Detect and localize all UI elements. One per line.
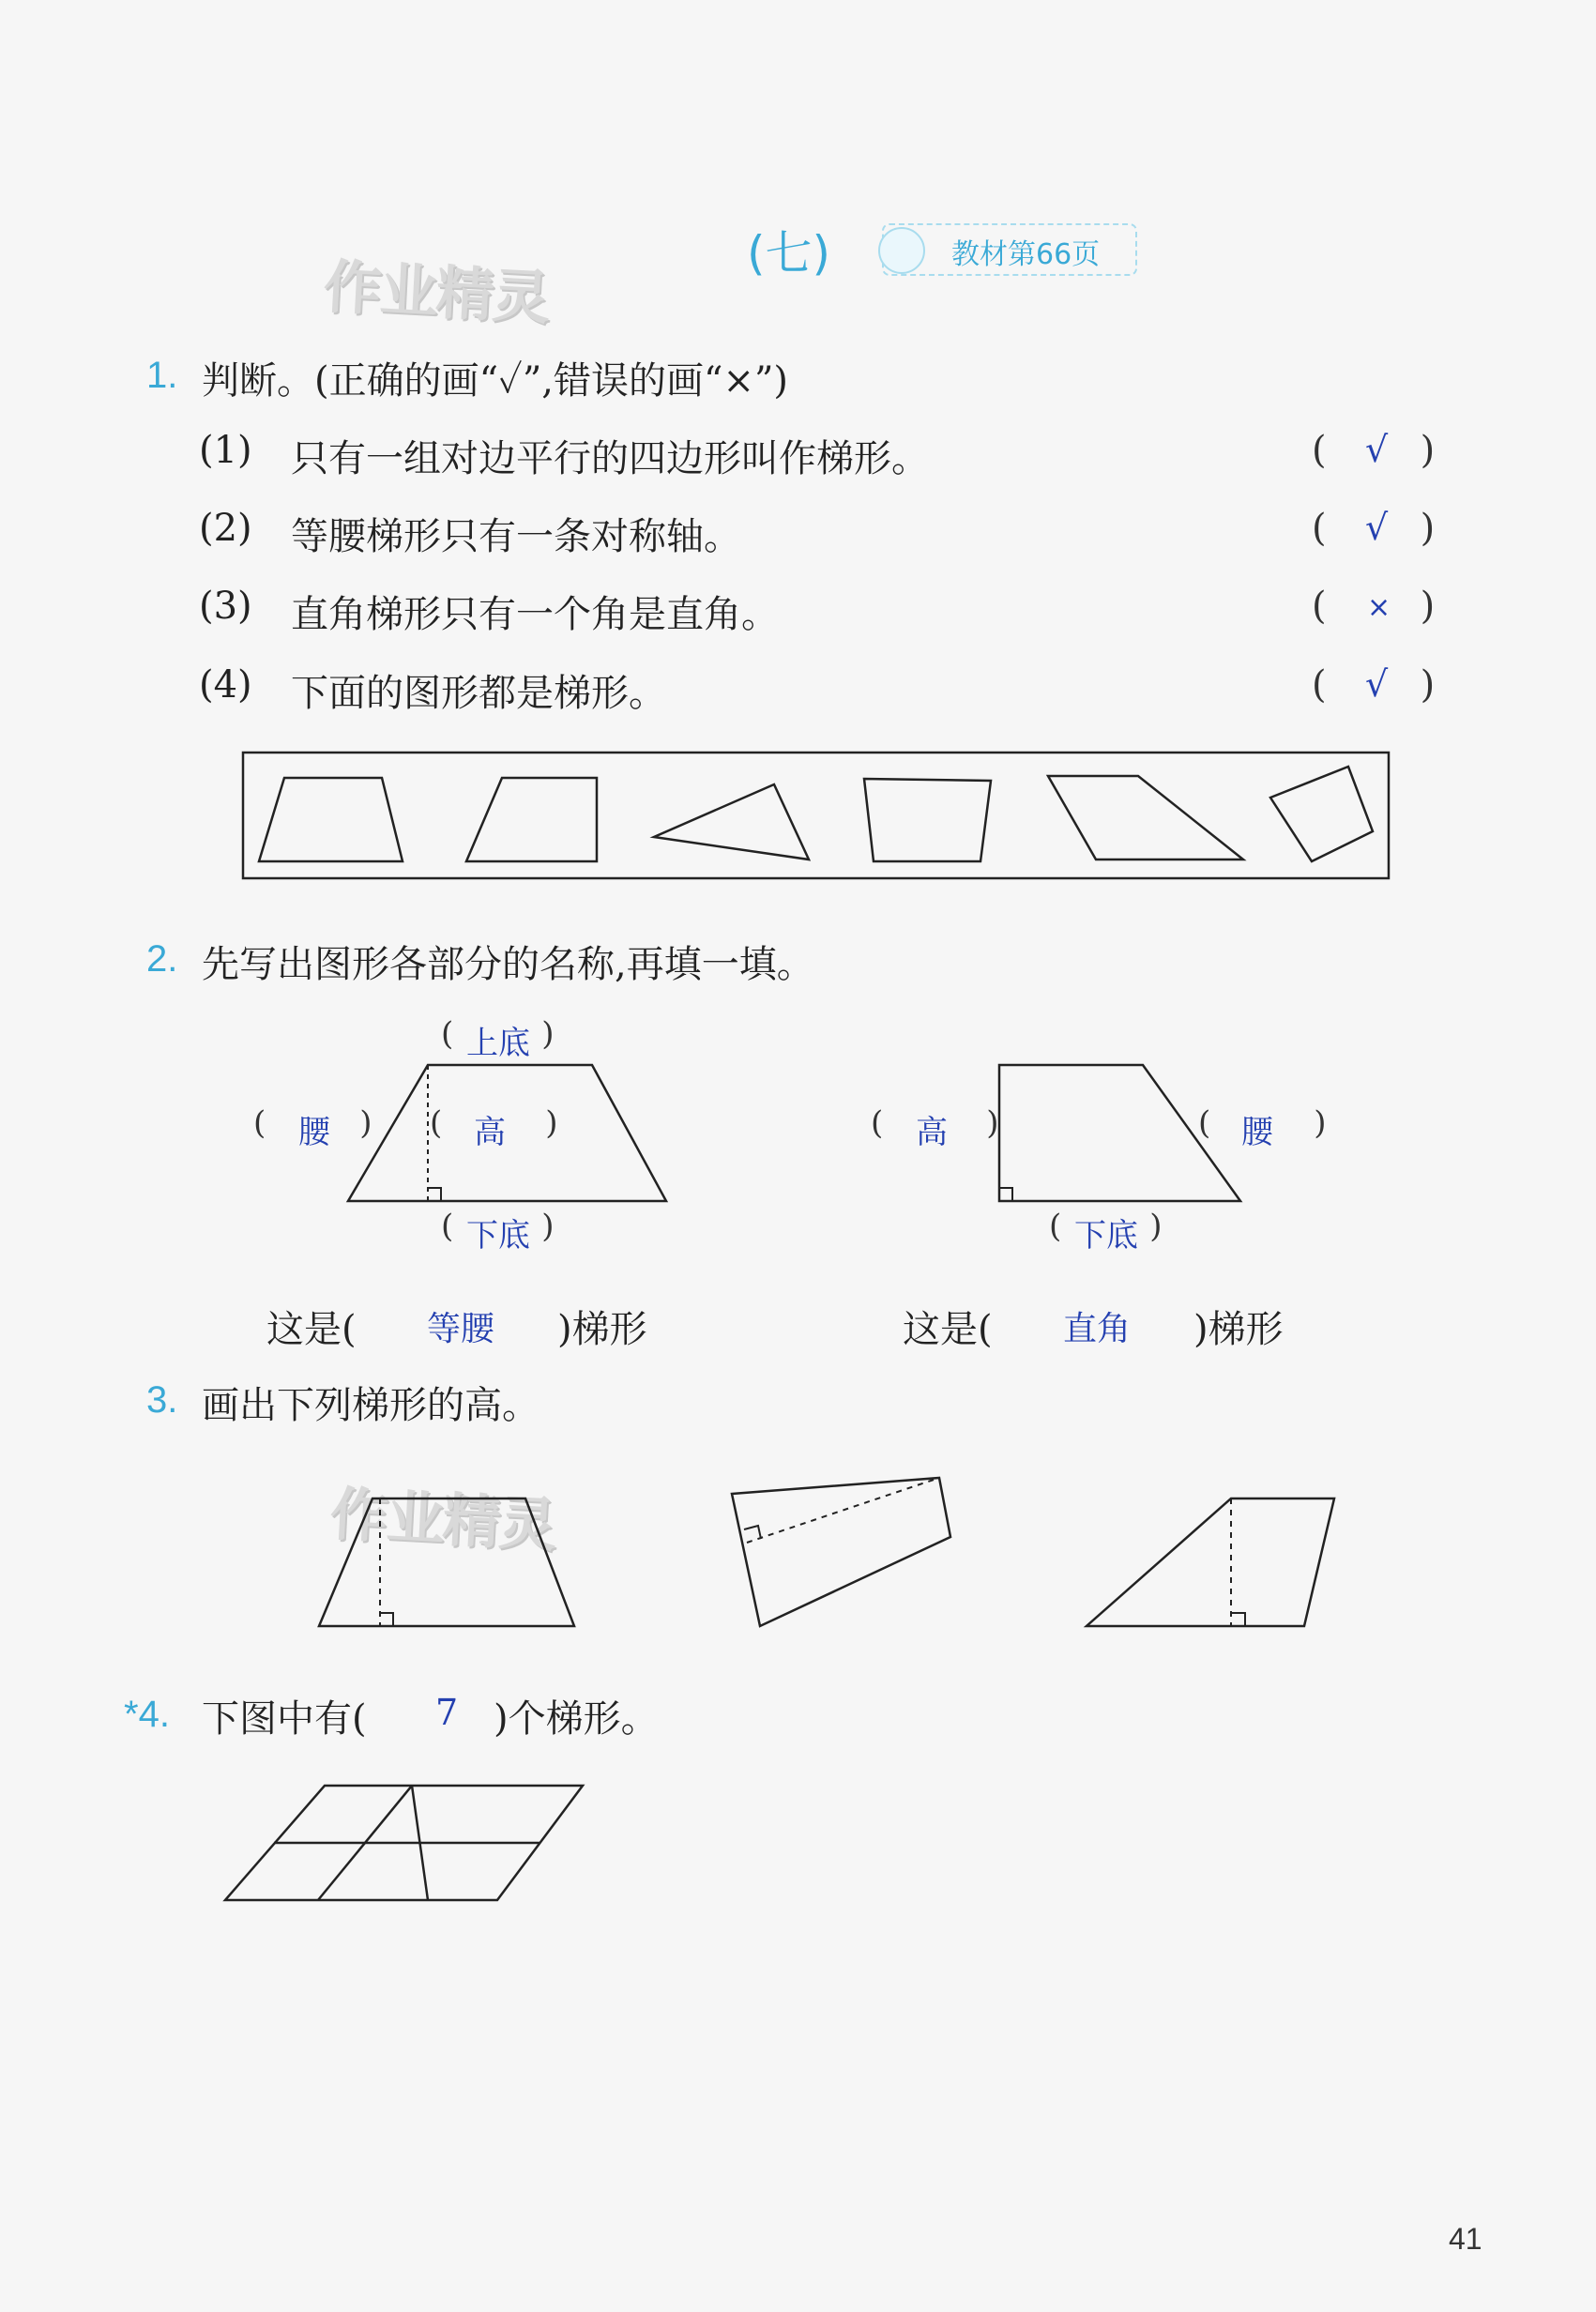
q2-answer-1: 等腰 [427,1310,495,1348]
fig2-height-label-box: ( ) [871,1104,999,1142]
q3-trapezoid-3 [1087,1498,1334,1626]
q2-fig1-right-angle [428,1188,441,1201]
q1-item-1-text: 只有一组对边平行的四边形叫作梯形。 [291,437,929,480]
q1-item-3-label: (3) [199,585,252,628]
fig2-bottom-label-box: ( ) [1049,1208,1163,1245]
q3-number: 3. [146,1379,178,1421]
fig1-height-label: 高 [474,1114,506,1151]
q4-answer: 7 [435,1692,459,1733]
q3-fig1-right-angle [380,1613,393,1626]
q1-item-2-answer: √ [1365,507,1389,548]
q3-fig2-height [747,1478,939,1543]
q4-prompt-after: )个梯形。 [494,1697,659,1741]
q2-answer-2: 直角 [1063,1310,1132,1348]
fig1-bottom-label: 下底 [466,1217,530,1255]
q2-sentence-1-suffix: )梯形 [557,1308,647,1351]
q1-shape-3 [654,784,809,859]
q3-fig3-right-angle [1231,1613,1245,1626]
reference-text: 教材第66页 [951,238,1101,271]
fig1-top-label: 上底 [466,1025,530,1062]
fig2-side-label-box: ( ) [1198,1104,1327,1142]
fig2-bottom-label: 下底 [1074,1217,1138,1255]
q1-shape-4 [864,779,991,861]
q1-item-1-answer: √ [1365,429,1389,470]
q1-item-4-label: (4) [199,663,252,707]
q1-item-3-answer: × [1367,591,1391,624]
q1-shape-6 [1270,767,1373,861]
fig2-side-label: 腰 [1241,1114,1273,1151]
q1-number: 1. [146,355,178,396]
fig1-bottom-label-box: ( ) [441,1208,555,1245]
q1-item-2-label: (2) [199,507,252,550]
q1-item-3-answer-box: ( ) [1312,585,1436,628]
q1-item-4-text: 下面的图形都是梯形。 [291,672,666,715]
q3-fig2-right-angle [744,1526,761,1539]
q1-item-1-answer-box: ( ) [1312,429,1436,472]
q3-prompt: 画出下列梯形的高。 [202,1384,540,1427]
fig1-side-label-box: ( ) [253,1104,372,1142]
q2-sentence-2-suffix: )梯形 [1193,1308,1284,1351]
q2-number: 2. [146,938,178,980]
fig2-height-label: 高 [916,1114,948,1151]
q2-prompt: 先写出图形各部分的名称,再填一填。 [202,943,814,986]
q3-trapezoid-1 [319,1498,574,1626]
q1-shape-2 [466,778,597,861]
watermark-top: 作业精灵 [321,251,551,333]
q3-trapezoid-2 [732,1478,950,1626]
q1-item-2-text: 等腰梯形只有一条对称轴。 [291,515,741,558]
q2-sentence-1-prefix: 这是( [266,1308,357,1351]
q1-prompt: 判断。(正确的画“✓”,错误的画“×”) [202,359,789,403]
q2-fig2-right-angle [999,1188,1012,1201]
q1-item-4-answer-box: ( ) [1312,663,1436,707]
q1-shape-1 [259,778,403,861]
watermark-middle: 作业精灵 [327,1479,557,1560]
q4-prompt-before: 下图中有( [202,1697,367,1741]
q1-shape-5 [1048,776,1243,859]
section-title: (七) [747,226,831,281]
q1-item-3-text: 直角梯形只有一个角是直角。 [291,593,779,636]
q1-item-4-answer: √ [1365,663,1389,705]
q2-sentence-2-prefix: 这是( [903,1308,993,1351]
fig1-top-label-box: ( ) [441,1015,555,1053]
q4-number: *4. [124,1694,170,1735]
fig1-height-label-box: ( ) [430,1104,558,1142]
page-number: 41 [1449,2222,1482,2256]
q1-item-2-answer-box: ( ) [1312,507,1436,550]
q1-item-1-label: (1) [199,429,252,472]
fig1-side-label: 腰 [298,1114,330,1151]
